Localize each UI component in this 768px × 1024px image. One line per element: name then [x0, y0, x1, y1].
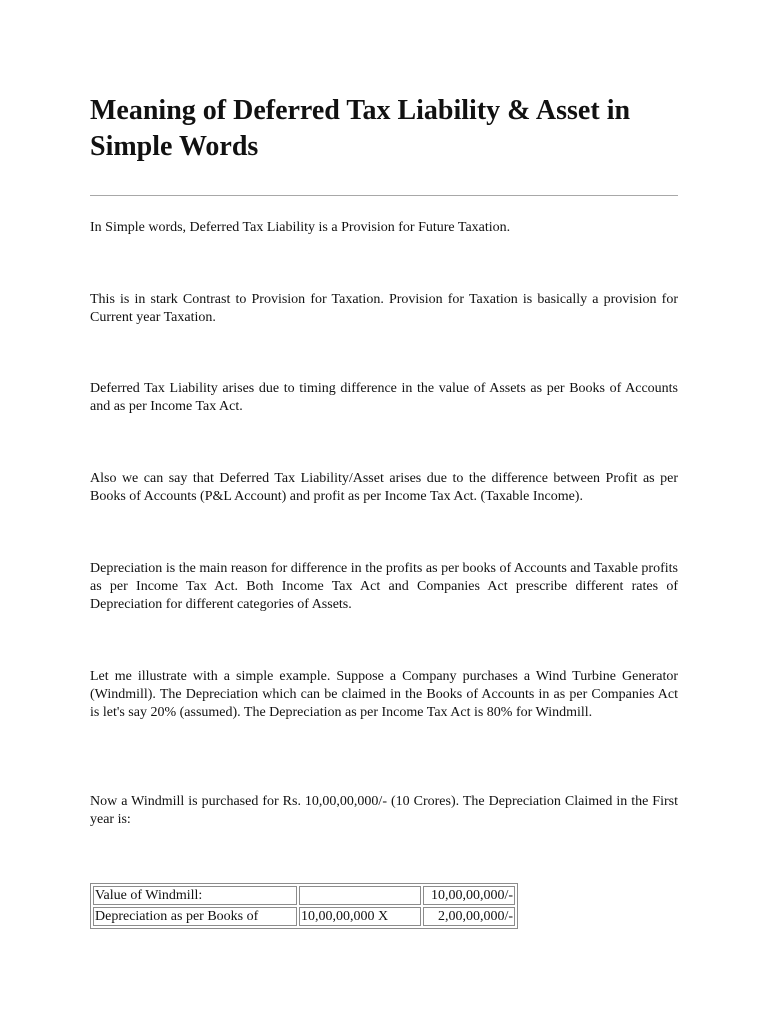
- paragraph-2: This is in stark Contrast to Provision for Taxation. Provision for Taxation is basically a provision for Current year Taxation.: [90, 292, 678, 325]
- table-row: [93, 886, 515, 905]
- table-cell: 10,00,00,000 X: [299, 907, 421, 926]
- table-cell: 10,00,00,000/-: [423, 886, 515, 905]
- paragraph-7: Now a Windmill is purchased for Rs. 10,00,00,000/- (10 Crores). The Depreciation Claimed in the First year is:: [90, 794, 678, 827]
- document-title: Meaning of Deferred Tax Liability & Asset in Simple Words: [90, 95, 631, 162]
- table-cell: [299, 886, 421, 905]
- horizontal-divider: [90, 195, 678, 196]
- table-cell: 2,00,00,000/-: [423, 907, 515, 926]
- paragraph-6: Let me illustrate with a simple example. Suppose a Company purchases a Wind Turbine Generator (Windmill). The Depreciation which can be claimed in the Books of Accounts in as per Companies Act is let's say 20% (assumed). The Depreciation as per Income Tax Act is 80% for Windmill.: [90, 669, 678, 720]
- paragraph-4: Also we can say that Deferred Tax Liability/Asset arises due to the difference between Profit as per Books of Accounts (P&L Account) and profit as per Income Tax Act. (Taxable Income).: [90, 471, 678, 504]
- table-cell: Value of Windmill:: [93, 886, 297, 905]
- table-row: [93, 907, 515, 926]
- paragraph-3: Deferred Tax Liability arises due to timing difference in the value of Assets as per Books of Accounts and as per Income Tax Act.: [90, 381, 678, 414]
- depreciation-table: [90, 883, 518, 929]
- paragraph-5: Depreciation is the main reason for difference in the profits as per books of Accounts and Taxable profits as per Income Tax Act. Both Income Tax Act and Companies Act prescribe different rates of Depreciation for different categories of Assets.: [90, 561, 678, 612]
- paragraph-1: In Simple words, Deferred Tax Liability is a Provision for Future Taxation.: [90, 220, 511, 235]
- table-cell: Depreciation as per Books of: [93, 907, 297, 926]
